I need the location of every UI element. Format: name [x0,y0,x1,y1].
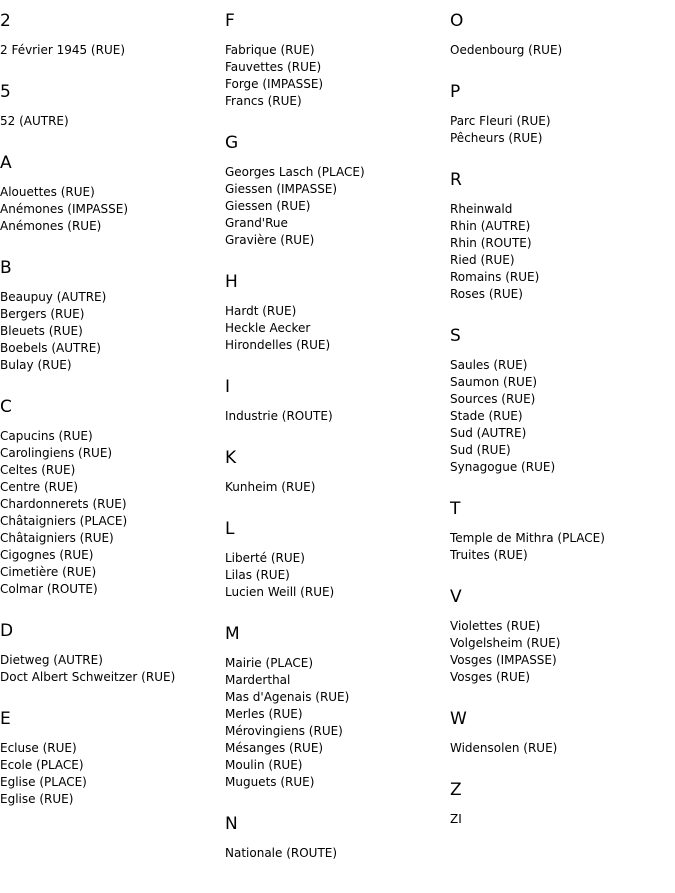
street-item[interactable]: 52 (AUTRE) [0,114,69,128]
street-item[interactable]: Saules (RUE) [450,358,528,372]
street-item[interactable]: Moulin (RUE) [225,758,303,772]
letter-heading: L [225,519,235,539]
letter-heading: V [450,587,462,607]
street-item[interactable]: Boebels (AUTRE) [0,341,101,355]
letter-heading: T [450,499,461,519]
street-item[interactable]: Industrie (ROUTE) [225,409,333,423]
street-item[interactable]: Bergers (RUE) [0,307,85,321]
letter-section-f [225,11,450,110]
letter-section-a [0,153,225,235]
street-list [225,655,450,791]
street-item[interactable]: ZI [450,812,462,826]
street-list [225,42,450,110]
street-item[interactable]: Mérovingiens (RUE) [225,724,343,738]
street-item[interactable]: Chardonnerets (RUE) [0,497,127,511]
letter-heading: F [225,11,235,31]
letter-section-b [0,258,225,374]
street-item[interactable]: Sud (RUE) [450,443,511,457]
street-item[interactable]: Vosges (RUE) [450,670,531,684]
street-item[interactable]: Gravière (RUE) [225,233,315,247]
street-list [450,530,675,564]
index-column-3 [450,11,675,885]
street-item[interactable]: Liberté (RUE) [225,551,305,565]
letter-section-t [450,499,675,564]
street-list [0,184,225,235]
street-item[interactable]: Châtaigniers (RUE) [0,531,114,545]
street-item[interactable]: Centre (RUE) [0,480,79,494]
street-item[interactable]: Beaupuy (AUTRE) [0,290,107,304]
street-list [225,550,450,601]
letter-section-g [225,133,450,249]
street-item[interactable]: Forge (IMPASSE) [225,77,324,91]
letter-heading: E [0,709,11,729]
street-item[interactable]: Synagogue (RUE) [450,460,556,474]
street-item[interactable]: Cimetière (RUE) [0,565,97,579]
street-item[interactable]: Giessen (IMPASSE) [225,182,338,196]
street-item[interactable]: Bleuets (RUE) [0,324,83,338]
street-item[interactable]: Lucien Weill (RUE) [225,585,335,599]
street-item[interactable]: Alouettes (RUE) [0,185,95,199]
letter-section-h [225,272,450,354]
street-item[interactable]: Grand'Rue [225,216,288,230]
street-item[interactable]: Mas d'Agenais (RUE) [225,690,350,704]
letter-heading: 5 [0,82,11,102]
letter-heading: O [450,11,464,31]
street-list [0,289,225,374]
index-column-2 [225,11,450,885]
letter-section-o [450,11,675,59]
street-item[interactable]: Rheinwald [450,202,513,216]
street-item[interactable]: Sud (AUTRE) [450,426,527,440]
street-item[interactable]: Ecole (PLACE) [0,758,84,772]
letter-heading: H [225,272,238,292]
letter-heading: P [450,82,461,102]
street-list [225,845,450,862]
street-item[interactable]: Anémones (RUE) [0,219,102,233]
letter-section-l [225,519,450,601]
street-list [450,42,675,59]
street-item[interactable]: Nationale (ROUTE) [225,846,338,860]
letter-section-e [0,709,225,808]
letter-section-v [450,587,675,686]
letter-heading: S [450,326,461,346]
street-item[interactable]: Colmar (ROUTE) [0,582,98,596]
street-list [0,428,225,598]
street-item[interactable]: Eglise (RUE) [0,792,74,806]
letter-heading: I [225,377,231,397]
street-item[interactable]: Bulay (RUE) [0,358,72,372]
street-list [450,357,675,476]
letter-heading: W [450,709,467,729]
letter-heading: A [0,153,12,173]
street-item[interactable]: Parc Fleuri (RUE) [450,114,551,128]
street-list [225,479,450,496]
street-item[interactable]: Châtaigniers (PLACE) [0,514,128,528]
street-item[interactable]: Fabrique (RUE) [225,43,315,57]
letter-heading: K [225,448,237,468]
letter-section-w [450,709,675,757]
street-item[interactable]: Rhin (ROUTE) [450,236,532,250]
letter-heading: G [225,133,239,153]
street-list [450,618,675,686]
street-item[interactable]: Mésanges (RUE) [225,741,324,755]
street-item[interactable]: Anémones (IMPASSE) [0,202,129,216]
street-item[interactable]: Roses (RUE) [450,287,523,301]
street-item[interactable]: Saumon (RUE) [450,375,538,389]
street-list [0,740,225,808]
street-item[interactable]: Dietweg (AUTRE) [0,653,103,667]
street-item[interactable]: Vosges (IMPASSE) [450,653,557,667]
street-item[interactable]: Doct Albert Schweitzer (RUE) [0,670,176,684]
street-item[interactable]: Ried (RUE) [450,253,515,267]
street-item[interactable]: Stade (RUE) [450,409,523,423]
index-column-1 [0,11,225,885]
street-item[interactable]: 2 Février 1945 (RUE) [0,43,125,57]
street-item[interactable]: Eglise (PLACE) [0,775,87,789]
street-item[interactable]: Romains (RUE) [450,270,540,284]
street-item[interactable]: Merles (RUE) [225,707,303,721]
street-item[interactable]: Violettes (RUE) [450,619,541,633]
street-item[interactable]: Volgelsheim (RUE) [450,636,561,650]
street-item[interactable]: Kunheim (RUE) [225,480,316,494]
letter-section-2 [0,11,225,59]
street-item[interactable]: Hirondelles (RUE) [225,338,331,352]
letter-heading: R [450,170,462,190]
street-item[interactable]: Temple de Mithra (PLACE) [450,531,605,545]
street-item[interactable]: Hardt (RUE) [225,304,297,318]
letter-section-c [0,397,225,598]
letter-heading: C [0,397,12,417]
street-item[interactable]: Marderthal [225,673,291,687]
letter-section-m [225,624,450,791]
street-item[interactable]: Cigognes (RUE) [0,548,94,562]
street-item[interactable]: Ecluse (RUE) [0,741,77,755]
street-item[interactable]: Oedenbourg (RUE) [450,43,563,57]
street-list [0,42,225,59]
street-list [225,164,450,249]
street-item[interactable]: Sources (RUE) [450,392,536,406]
letter-section-s [450,326,675,476]
street-list [225,303,450,354]
street-item[interactable]: Rhin (AUTRE) [450,219,531,233]
letter-section-p [450,82,675,147]
street-item[interactable]: Francs (RUE) [225,94,302,108]
street-list [450,113,675,147]
street-item[interactable]: Muguets (RUE) [225,775,315,789]
street-item[interactable]: Fauvettes (RUE) [225,60,322,74]
street-list [450,740,675,757]
street-index [0,11,675,885]
letter-section-i [225,377,450,425]
street-item[interactable]: Giessen (RUE) [225,199,311,213]
street-item[interactable]: Georges Lasch (PLACE) [225,165,365,179]
letter-heading: B [0,258,12,278]
street-item[interactable]: Heckle Aecker [225,321,311,335]
street-list [0,652,225,686]
street-item[interactable]: Pêcheurs (RUE) [450,131,543,145]
street-list [450,201,675,303]
letter-section-5 [0,82,225,130]
letter-heading: Z [450,780,462,800]
letter-heading: M [225,624,240,644]
street-list [225,408,450,425]
letter-section-d [0,621,225,686]
letter-heading: 2 [0,11,11,31]
letter-heading: D [0,621,14,641]
letter-heading: N [225,814,238,834]
street-item[interactable]: Widensolen (RUE) [450,741,558,755]
letter-section-r [450,170,675,303]
street-list [0,113,225,130]
street-item[interactable]: Carolingiens (RUE) [0,446,113,460]
street-item[interactable]: Lilas (RUE) [225,568,290,582]
street-item[interactable]: Truites (RUE) [450,548,528,562]
street-item[interactable]: Capucins (RUE) [0,429,93,443]
letter-section-n [225,814,450,862]
street-item[interactable]: Mairie (PLACE) [225,656,314,670]
letter-section-z [450,780,675,828]
street-list [450,811,675,828]
letter-section-k [225,448,450,496]
street-item[interactable]: Celtes (RUE) [0,463,76,477]
